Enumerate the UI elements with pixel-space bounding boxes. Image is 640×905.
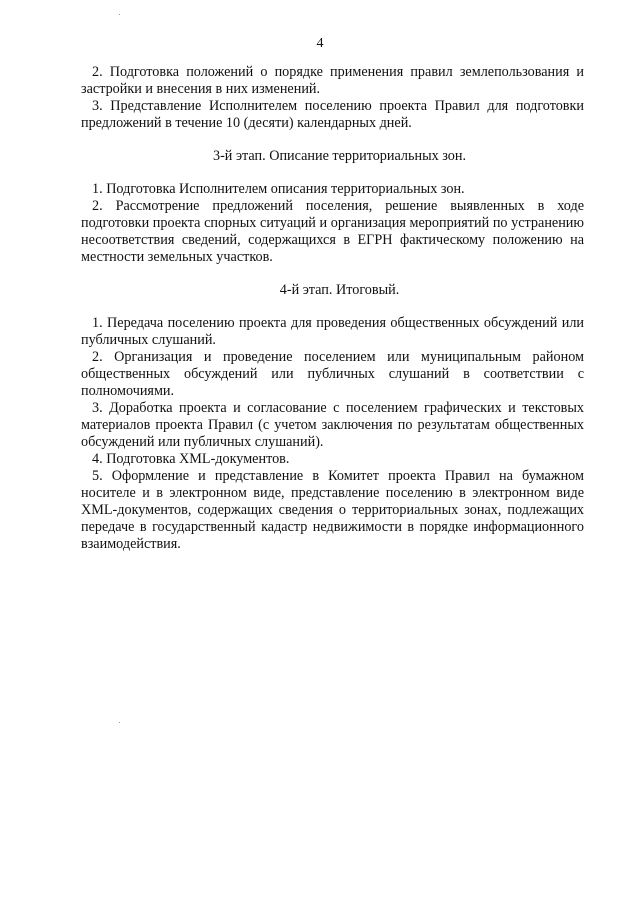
document-body: [81, 64, 584, 553]
scan-speck: [119, 722, 120, 723]
paragraph: 4. Подготовка XML-документов.: [92, 451, 290, 467]
paragraph: 1. Подготовка Исполнителем описания территориальных зон.: [92, 181, 465, 197]
paragraph: 3. Представление Исполнителем поселению проекта Правил для подготовки предложений в течение 10 (десяти) календарных дней.: [81, 98, 584, 131]
stage-3-heading: 3-й этап. Описание территориальных зон.: [212, 148, 466, 164]
paragraph: 2. Организация и проведение поселением или муниципальным районом общественных обсуждений или публичных слушаний в соответствии с полномочиями.: [81, 349, 584, 399]
paragraph: 1. Передача поселению проекта для проведения общественных обсуждений или публичных слушаний.: [81, 315, 584, 348]
paragraph: 3. Доработка проекта и согласование с поселением графических и текстовых материалов проекта Правил (с учетом заключения по результатам общественных обсуждений или публичных слушаний).: [81, 400, 584, 450]
paragraph: 5. Оформление и представление в Комитет проекта Правил на бумажном носителе и в электронном виде, представление поселению в электронном виде XML-документов, содержащих сведения о территориальных зонах, подлежащих передаче в государственный кадастр недвижимости в порядке информационного взаимодействия.: [81, 468, 584, 552]
paragraph: 2. Подготовка положений о порядке применения правил землепользования и застройки и внесения в них изменений.: [81, 64, 584, 97]
stage-4-heading: 4-й этап. Итоговый.: [279, 282, 400, 298]
paragraph: 2. Рассмотрение предложений поселения, решение выявленных в ходе подготовки проекта спорных ситуаций и организация мероприятий по устранению несоответствия сведений, содержащихся в ЕГРН фактическому положению на местности земельных участков.: [81, 198, 584, 265]
page-number: 4: [316, 36, 324, 51]
scan-speck: [119, 14, 120, 15]
